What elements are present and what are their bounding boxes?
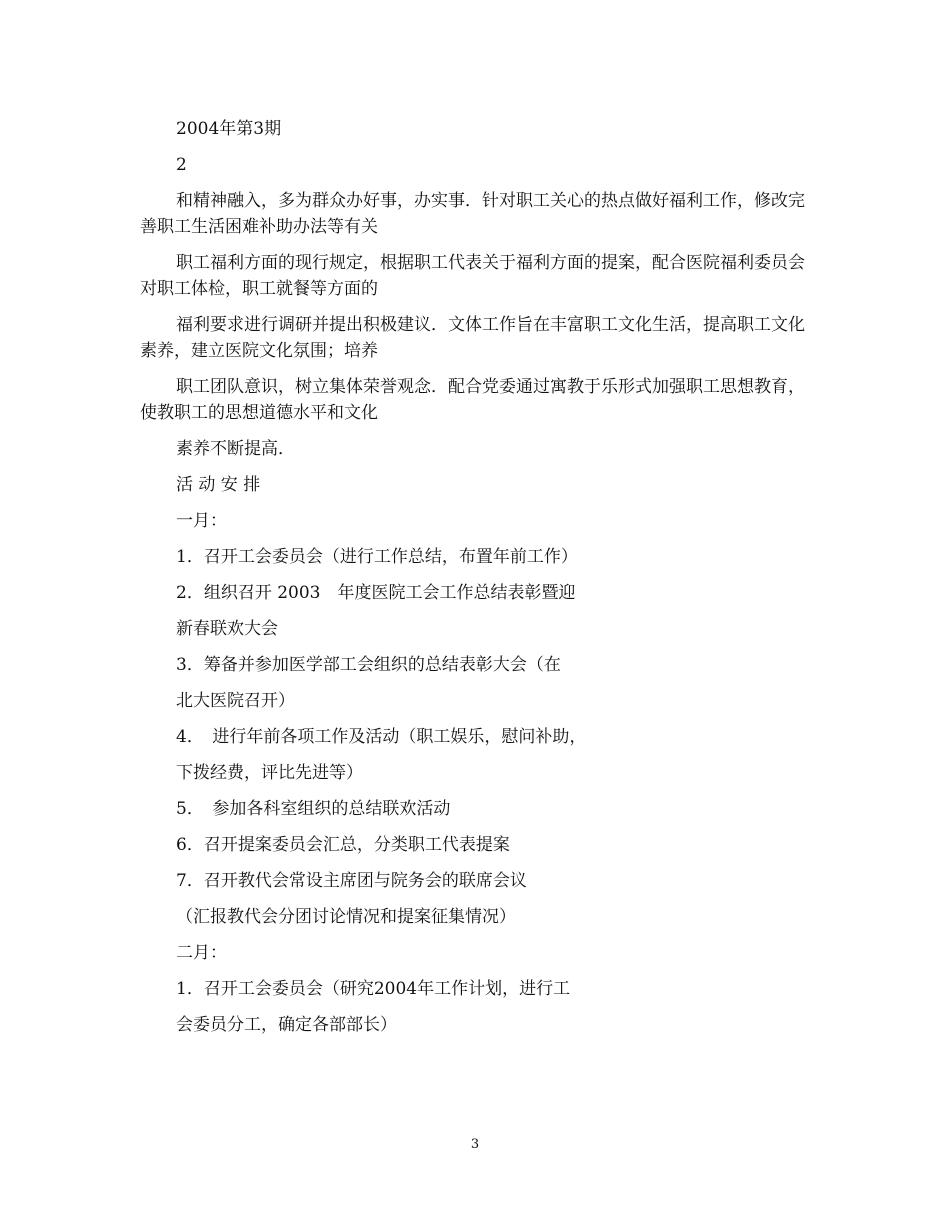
body-paragraph: 素养不断提高．: [176, 439, 295, 459]
list-item: 6．召开提案委员会汇总，分类职工代表提案: [176, 835, 510, 855]
body-paragraph: 职工团队意识，树立集体荣誉观念．配合党委通过寓教于乐形式加强职工思想教育，使教职工的思想道德水平和文化: [140, 377, 805, 423]
list-item: 3．筹备并参加医学部工会组织的总结表彰大会（在: [176, 655, 561, 675]
list-item: 4． 进行年前各项工作及活动（职工娱乐，慰问补助，: [176, 727, 587, 747]
issue-number: 2: [176, 155, 187, 175]
list-item: 2．组织召开 2003 年度医院工会工作总结表彰暨迎: [176, 583, 576, 603]
list-item-continuation: 新春联欢大会: [176, 619, 278, 639]
list-item-continuation: 下拨经费，评比先进等）: [176, 763, 363, 783]
list-item: 7．召开教代会常设主席团与院务会的联席会议: [176, 871, 527, 891]
document-body: [140, 116, 820, 1038]
list-item: 5． 参加各科室组织的总结联欢活动: [176, 799, 451, 819]
body-paragraph: 职工福利方面的现行规定，根据职工代表关于福利方面的提案，配合医院福利委员会对职工体检，职工就餐等方面的: [140, 253, 805, 299]
page-number: 3: [470, 1137, 480, 1152]
month-heading-january: 一月：: [176, 511, 227, 531]
list-item-continuation: （汇报教代会分团讨论情况和提案征集情况）: [176, 907, 516, 927]
list-item: 1．召开工会委员会（进行工作总结，布置年前工作）: [176, 547, 578, 567]
list-item-continuation: 北大医院召开）: [176, 691, 295, 711]
section-heading: 活 动 安 排: [176, 475, 261, 495]
body-paragraph: 和精神融入，多为群众办好事，办实事．针对职工关心的热点做好福利工作，修改完善职工生活困难补助办法等有关: [140, 191, 805, 237]
month-heading-february: 二月：: [176, 943, 227, 963]
issue-line: 2004年第3期: [176, 119, 282, 139]
list-item: 1．召开工会委员会（研究2004年工作计划，进行工: [176, 979, 571, 999]
body-paragraph: 福利要求进行调研并提出积极建议．文体工作旨在丰富职工文化生活，提高职工文化素养，建立医院文化氛围；培养: [140, 315, 805, 361]
list-item-continuation: 会委员分工，确定各部部长）: [176, 1015, 397, 1035]
